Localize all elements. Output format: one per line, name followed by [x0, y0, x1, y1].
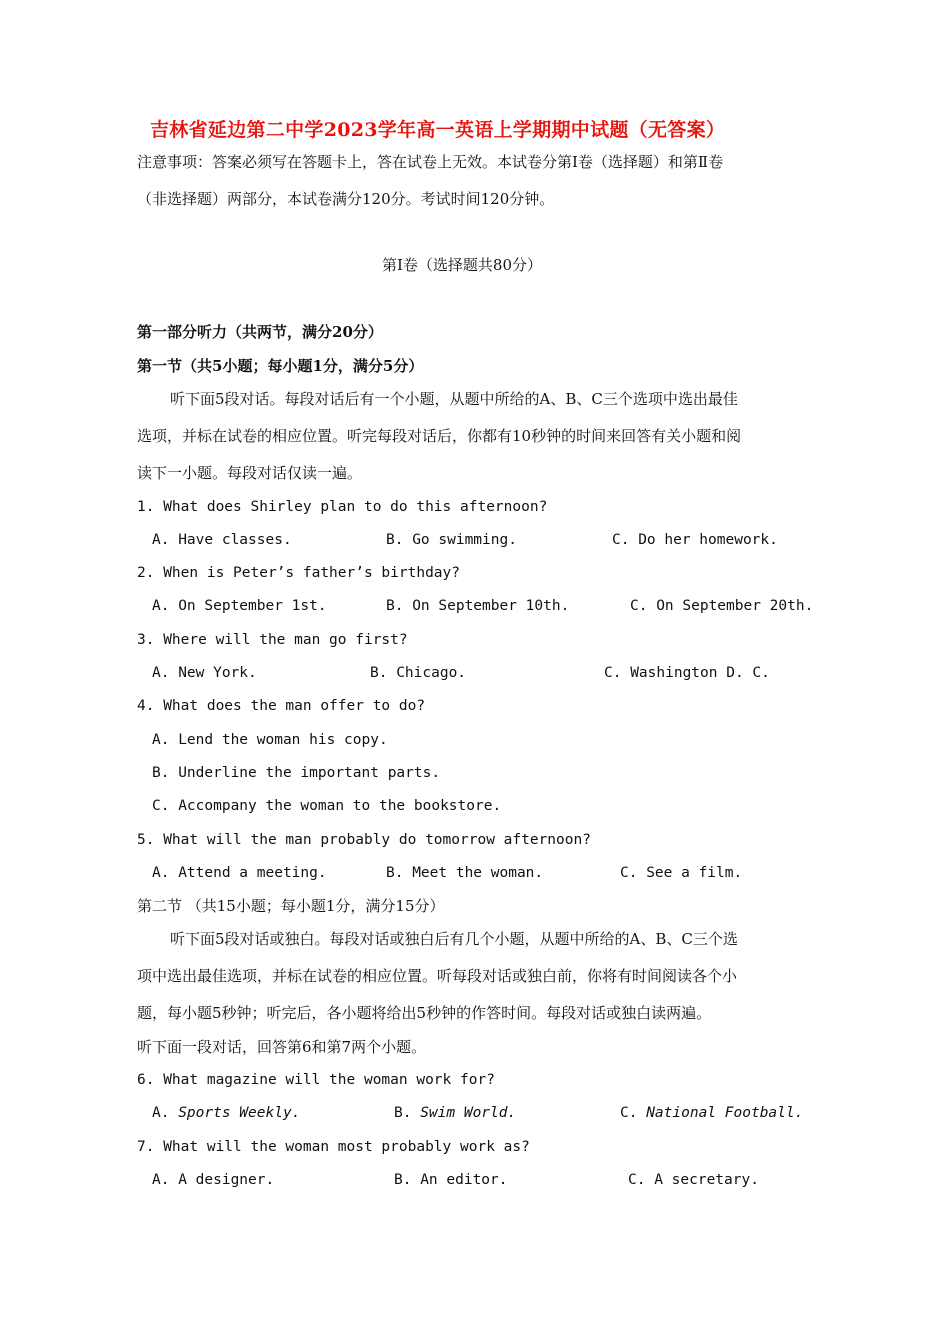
section1-instruction-2: 选项，并标在试卷的相应位置。听完每段对话后，你都有10秒钟的时间来回答有关小题和阅 — [137, 427, 742, 445]
section2-instruction-1: 听下面5段对话或独白。每段对话或独白后有几个小题，从题中所给的A、B、C三个选 — [170, 930, 738, 948]
exam-title: 吉林省延边第二中学2023学年高一英语上学期期中试题（无答案） — [150, 119, 726, 141]
section1-heading: 第一节（共5小题；每小题1分，满分5分） — [137, 357, 424, 375]
section2-instruction-2: 项中选出最佳选项，并标在试卷的相应位置。听每段对话或独白前，你将有时间阅读各个小 — [137, 967, 738, 985]
question-5: 5. What will the man probably do tomorrow afternoon? — [137, 832, 591, 848]
q1-option-a: A. Have classes. — [152, 532, 292, 548]
question-4: 4. What does the man offer to do? — [137, 698, 426, 714]
q7-option-c: C. A secretary. — [628, 1172, 759, 1188]
q6-option-a — [152, 1103, 300, 1123]
section2-heading: 第二节 （共15小题；每小题1分，满分15分） — [137, 897, 445, 915]
q3-option-b: B. Chicago. — [370, 665, 467, 681]
q6-option-b-text: Swim World. — [420, 1105, 517, 1121]
q7-option-b: B. An editor. — [394, 1172, 508, 1188]
q2-option-c: C. On September 20th. — [630, 598, 814, 614]
q1-option-b: B. Go swimming. — [386, 532, 517, 548]
question-7: 7. What will the woman most probably work as? — [137, 1139, 530, 1155]
q6-option-c-text: National Football. — [646, 1105, 804, 1121]
dialogue-note: 听下面一段对话，回答第6和第7两个小题。 — [137, 1038, 427, 1056]
q1-option-c: C. Do her homework. — [612, 532, 778, 548]
q4-option-a: A. Lend the woman his copy. — [152, 732, 388, 748]
q6-option-a-text: Sports Weekly. — [178, 1105, 301, 1121]
q5-option-a: A. Attend a meeting. — [152, 865, 327, 881]
question-6: 6. What magazine will the woman work for? — [137, 1072, 495, 1088]
q3-option-a: A. New York. — [152, 665, 257, 681]
q6-option-c — [620, 1103, 803, 1123]
q3-option-c: C. Washington D. C. — [604, 665, 770, 681]
q6-option-a-letter: A. — [152, 1105, 170, 1121]
notice-line-1: 注意事项：答案必须写在答题卡上，答在试卷上无效。本试卷分第Ⅰ卷（选择题）和第Ⅱ卷 — [137, 153, 724, 171]
question-2: 2. When is Peter’s father’s birthday? — [137, 565, 461, 581]
q5-option-b: B. Meet the woman. — [386, 865, 544, 881]
q5-option-c: C. See a film. — [620, 865, 743, 881]
section1-instruction-1: 听下面5段对话。每段对话后有一个小题，从题中所给的A、B、C三个选项中选出最佳 — [170, 390, 738, 408]
q6-option-c-letter: C. — [620, 1105, 638, 1121]
q7-option-a: A. A designer. — [152, 1172, 275, 1188]
notice-line-2: （非选择题）两部分，本试卷满分120分。考试时间120分钟。 — [137, 190, 555, 208]
section2-instruction-3: 题，每小题5秒钟；听完后，各小题将给出5秒钟的作答时间。每段对话或独白读两遍。 — [137, 1004, 712, 1022]
q6-option-b-letter: B. — [394, 1105, 412, 1121]
volume-heading: 第Ⅰ卷（选择题共80分） — [382, 256, 543, 274]
question-3: 3. Where will the man go first? — [137, 632, 408, 648]
part1-heading: 第一部分听力（共两节，满分20分） — [137, 323, 383, 341]
q2-option-a: A. On September 1st. — [152, 598, 327, 614]
section1-instruction-3: 读下一小题。每段对话仅读一遍。 — [137, 464, 363, 482]
question-1: 1. What does Shirley plan to do this afternoon? — [137, 499, 548, 515]
q4-option-b: B. Underline the important parts. — [152, 765, 441, 781]
q6-option-b — [394, 1103, 516, 1123]
q2-option-b: B. On September 10th. — [386, 598, 570, 614]
q4-option-c: C. Accompany the woman to the bookstore. — [152, 798, 502, 814]
